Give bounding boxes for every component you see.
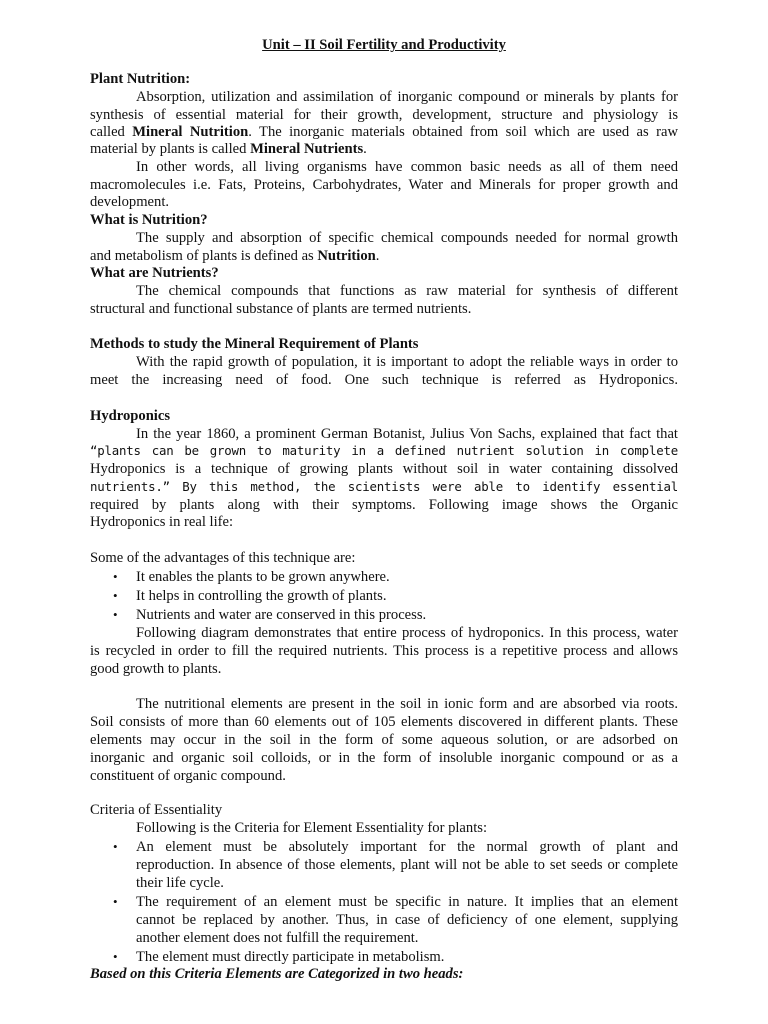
nutrition-term: Nutrition — [317, 248, 376, 264]
advantage-item: It enables the plants to be grown anywhere. — [136, 569, 390, 585]
criteria-item1-line1: An element must be absolutely important for the normal growth of plant and — [136, 839, 678, 855]
text-span: . — [363, 141, 367, 157]
bullet-marker: • — [113, 949, 118, 964]
elements-line1: The nutritional elements are present in the soil in ionic form and are absorbed via roots. — [136, 696, 678, 712]
criteria-intro: Following is the Criteria for Element Essentiality for plants: — [136, 820, 487, 836]
plant-nutrition-heading: Plant Nutrition: — [90, 71, 191, 87]
text-span: material by plants is called — [90, 141, 251, 157]
hydroponics-line1: In the year 1860, a prominent German Botanist, Julius Von Sachs, explained that fact that — [136, 426, 678, 442]
nutrition-line1: The supply and absorption of specific chemical compounds needed for normal growth — [136, 230, 678, 246]
text-span: called — [90, 124, 133, 140]
text-span: and metabolism of plants is defined as — [90, 248, 318, 264]
elements-line5: constituent of organic compound. — [90, 768, 286, 784]
bullet-marker: • — [113, 839, 118, 854]
hydroponics-heading: Hydroponics — [90, 408, 171, 424]
advantages-after-line3: good growth to plants. — [90, 661, 222, 677]
advantages-after-line1: Following diagram demonstrates that entire process of hydroponics. In this process, water — [136, 625, 678, 641]
bullet-marker: • — [113, 569, 118, 584]
methods-line1: With the rapid growth of population, it is important to adopt the reliable ways in order to — [136, 354, 678, 370]
plant-nutrition-p2-line2: macromolecules i.e. Fats, Proteins, Carbohydrates, Water and Minerals for proper growth and — [90, 177, 678, 193]
hydroponics-line4: nutrients.” By this method, the scientists were able to identify essential — [90, 479, 678, 494]
hydroponics-line6: Hydroponics in real life: — [90, 514, 234, 530]
page-title: Unit – II Soil Fertility and Productivity — [262, 37, 506, 53]
criteria-item2-line2: cannot be replaced by another. Thus, in case of deficiency of one element, supplying — [136, 912, 678, 928]
plant-nutrition-p2-line3: development. — [90, 194, 170, 210]
advantage-item: Nutrients and water are conserved in this process. — [136, 607, 427, 623]
advantage-item: It helps in controlling the growth of plants. — [136, 588, 387, 604]
mineral-nutrition-term: Mineral Nutrition — [132, 124, 249, 140]
elements-line3: elements may occur in the soil in the form of some aqueous solution, or are adsorbed on — [90, 732, 678, 748]
criteria-item1-line3: their life cycle. — [136, 875, 224, 891]
plant-nutrition-p1-line2: synthesis of essential material for their growth, development, structure and physiology is — [90, 107, 678, 123]
mineral-nutrients-term: Mineral Nutrients — [250, 141, 364, 157]
nutrients-line2: structural and functional substance of plants are termed nutrients. — [90, 301, 472, 317]
plant-nutrition-p2-line1: In other words, all living organisms have common basic needs as all of them need — [136, 159, 678, 175]
plant-nutrition-p1-line3 — [90, 123, 678, 141]
bullet-marker: • — [113, 607, 118, 622]
nutrition-heading: What is Nutrition? — [90, 212, 208, 228]
nutrition-line2 — [90, 247, 379, 265]
elements-line2: Soil consists of more than 60 elements out of 105 elements discovered in different plants. These — [90, 714, 678, 730]
criteria-item3: The element must directly participate in metabolism. — [136, 949, 445, 965]
plant-nutrition-p1-line1: Absorption, utilization and assimilation of inorganic compound or minerals by plants for — [136, 89, 678, 105]
criteria-closing: Based on this Criteria Elements are Categorized in two heads: — [90, 966, 464, 982]
text-span: . — [375, 248, 380, 264]
hydroponics-line2: “plants can be grown to maturity in a defined nutrient solution in complete — [90, 443, 678, 458]
bullet-marker: • — [113, 894, 118, 909]
criteria-item2-line3: another element does not fulfill the requirement. — [136, 930, 419, 946]
hydroponics-line3: Hydroponics is a technique of growing plants without soil in water containing dissolved — [90, 461, 678, 477]
text-span: . The inorganic materials obtained from soil which are used as raw — [248, 124, 678, 140]
hydroponics-line5: required by plants along with their symptoms. Following image shows the Organic — [90, 497, 678, 513]
elements-line4: inorganic and organic soil colloids, or in the form of insoluble inorganic compound or as a — [90, 750, 678, 766]
methods-line2: meet the increasing need of food. One such technique is referred as Hydroponics. — [90, 372, 678, 388]
nutrients-line1: The chemical compounds that functions as raw material for synthesis of different — [136, 283, 678, 299]
advantages-intro: Some of the advantages of this technique are: — [90, 550, 356, 566]
criteria-item1-line2: reproduction. In absence of those elements, plant will not be able to set seeds or complete — [136, 857, 678, 873]
criteria-heading: Criteria of Essentiality — [90, 802, 223, 818]
bullet-marker: • — [113, 588, 118, 603]
plant-nutrition-p1-line4 — [90, 140, 367, 158]
advantages-after-line2: is recycled in order to fill the required nutrients. This process is a repetitive process and allows — [90, 643, 678, 659]
methods-heading: Methods to study the Mineral Requirement of Plants — [90, 336, 419, 352]
nutrients-heading: What are Nutrients? — [90, 265, 219, 281]
criteria-item2-line1: The requirement of an element must be specific in nature. It implies that an element — [136, 894, 678, 910]
